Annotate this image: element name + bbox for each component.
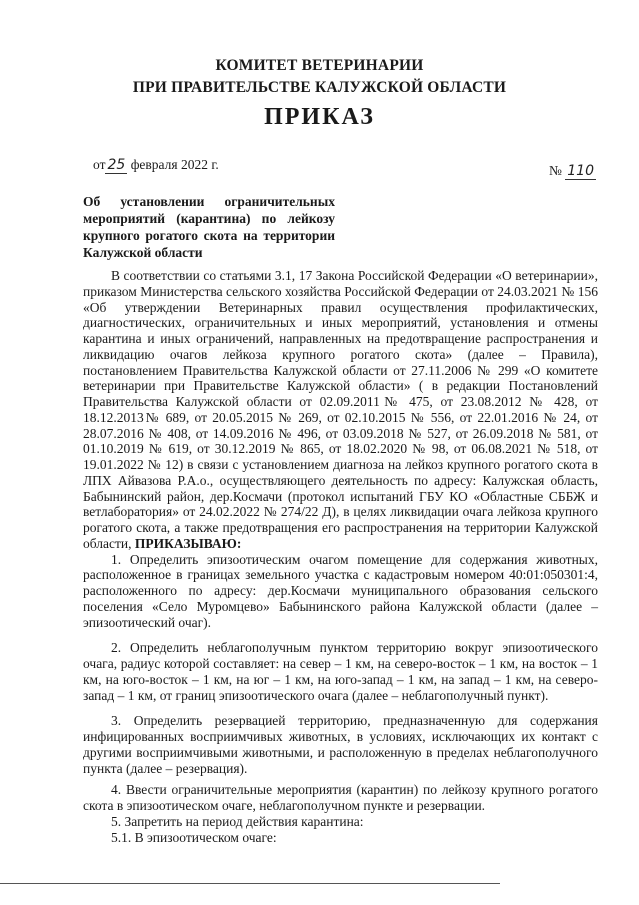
- document-date: [93, 157, 219, 173]
- committee-name: КОМИТЕТ ВЕТЕРИНАРИИ: [215, 57, 424, 74]
- document-type-title: ПРИКАЗ: [264, 104, 375, 130]
- order-word: ПРИКАЗЫВАЮ:: [134, 535, 242, 551]
- clause-3: 3. Определить резервацией территорию, предназначенную для содержания инфицированных восприимчивых животных, в условиях, исключающих их контакт с другими восприимчивыми животными, и расположенную в пределах неблагополучного пункта (далее – резервация).: [83, 713, 598, 776]
- clause-4: 4. Ввести ограничительные мероприятия (карантин) по лейкозу крупного рогатого скота в эпизоотическом очаге, неблагополучном пункте и резервации.: [83, 782, 598, 813]
- clause-5-1: 5.1. В эпизоотическом очаге:: [111, 829, 277, 845]
- intro-paragraph: [83, 268, 598, 552]
- footer-rule: [0, 883, 500, 884]
- order-subject: Об установлении ограничительных мероприятий (карантина) по лейкозу крупного рогатого скота на территории Калужской области: [83, 194, 335, 260]
- clause-5: 5. Запретить на период действия карантина:: [111, 813, 364, 829]
- document-number: [549, 163, 596, 179]
- intro-text: В соответствии со статьями 3.1, 17 Закона Российской Федерации «О ветеринарии», приказом Министерства сельского хозяйства Российской Федерации от 24.03.2021 № 156 «Об утверждении Ветеринарных правил осуществления профилактических, диагностических, ограничительных и иных мероприятий, установления и отмены карантина и иных ограничений, направленных на предотвращение распространения и ликвидацию очагов лейкоза крупного рогатого скота» (далее – Правила), постановлением Правительства Калужской области от 27.11.2006 № 299 «О комитете ветеринарии при Правительстве Калужской области» ( в редакции Постановлений Правительства Калужской области от 02.09.2011№ 475, от 23.08.2012 № 428, от 18.12.2013№ 689, от 20.05.2015 № 269, от 02.10.2015 № 556, от 22.01.2016 № 24, от 28.07.2016 № 408, от 14.09.2016 № 496, от 03.09.2018 № 527, от 26.09.2018 № 581, от 01.10.2019 № 619, от 30.12.2019 № 865, от 18.02.2020 № 98, от 06.08.2021 № 518, от 19.01.2022 № 12) в связи с установлением диагноза на лейкоз крупного рогатого скота в ЛПХ Айвазова Р.А.о., осуществляющего деятельность по адресу: Калужская область, Бабынинский район, дер.Космачи (протокол испытаний ГБУ КО «Областные СББЖ и ветлаборатория» от 24.02.2022 № 274/22 Д), в целях ликвидации очага лейкоза крупного рогатого скота, а также предотвращения его распространения на территории Калужской области,: [83, 268, 598, 551]
- order-body: [83, 268, 598, 845]
- number-value-handwritten: 110: [567, 163, 594, 179]
- clause-1: 1. Определить эпизоотическим очагом помещение для содержания животных, расположенное в границах земельного участка с кадастровым номером 40:01:050301:4, расположенного по адресу: дер.Космачи муниципального образования сельского поселения «Село Муромцево» Бабынинского района Калужской области (далее – эпизоотический очаг).: [83, 551, 598, 630]
- number-prefix: №: [549, 163, 562, 178]
- date-month-year: февраля 2022 г.: [130, 157, 219, 172]
- date-day-handwritten: 25: [107, 157, 126, 173]
- clause-2: 2. Определить неблагополучным пунктом территорию вокруг эпизоотического очага, радиус которой составляет: на север – 1 км, на северо-восток – 1 км, на восток – 1 км, на юго-восток – 1 км, на юг – 1 км, на юго-запад – 1 км, на запад – 1 км, на северо-запад – 1 км, от границ эпизоотического очага (далее – неблагополучный пункт).: [83, 640, 598, 703]
- date-prefix: от: [93, 157, 106, 172]
- committee-affiliation: ПРИ ПРАВИТЕЛЬСТВЕ КАЛУЖСКОЙ ОБЛАСТИ: [132, 79, 507, 96]
